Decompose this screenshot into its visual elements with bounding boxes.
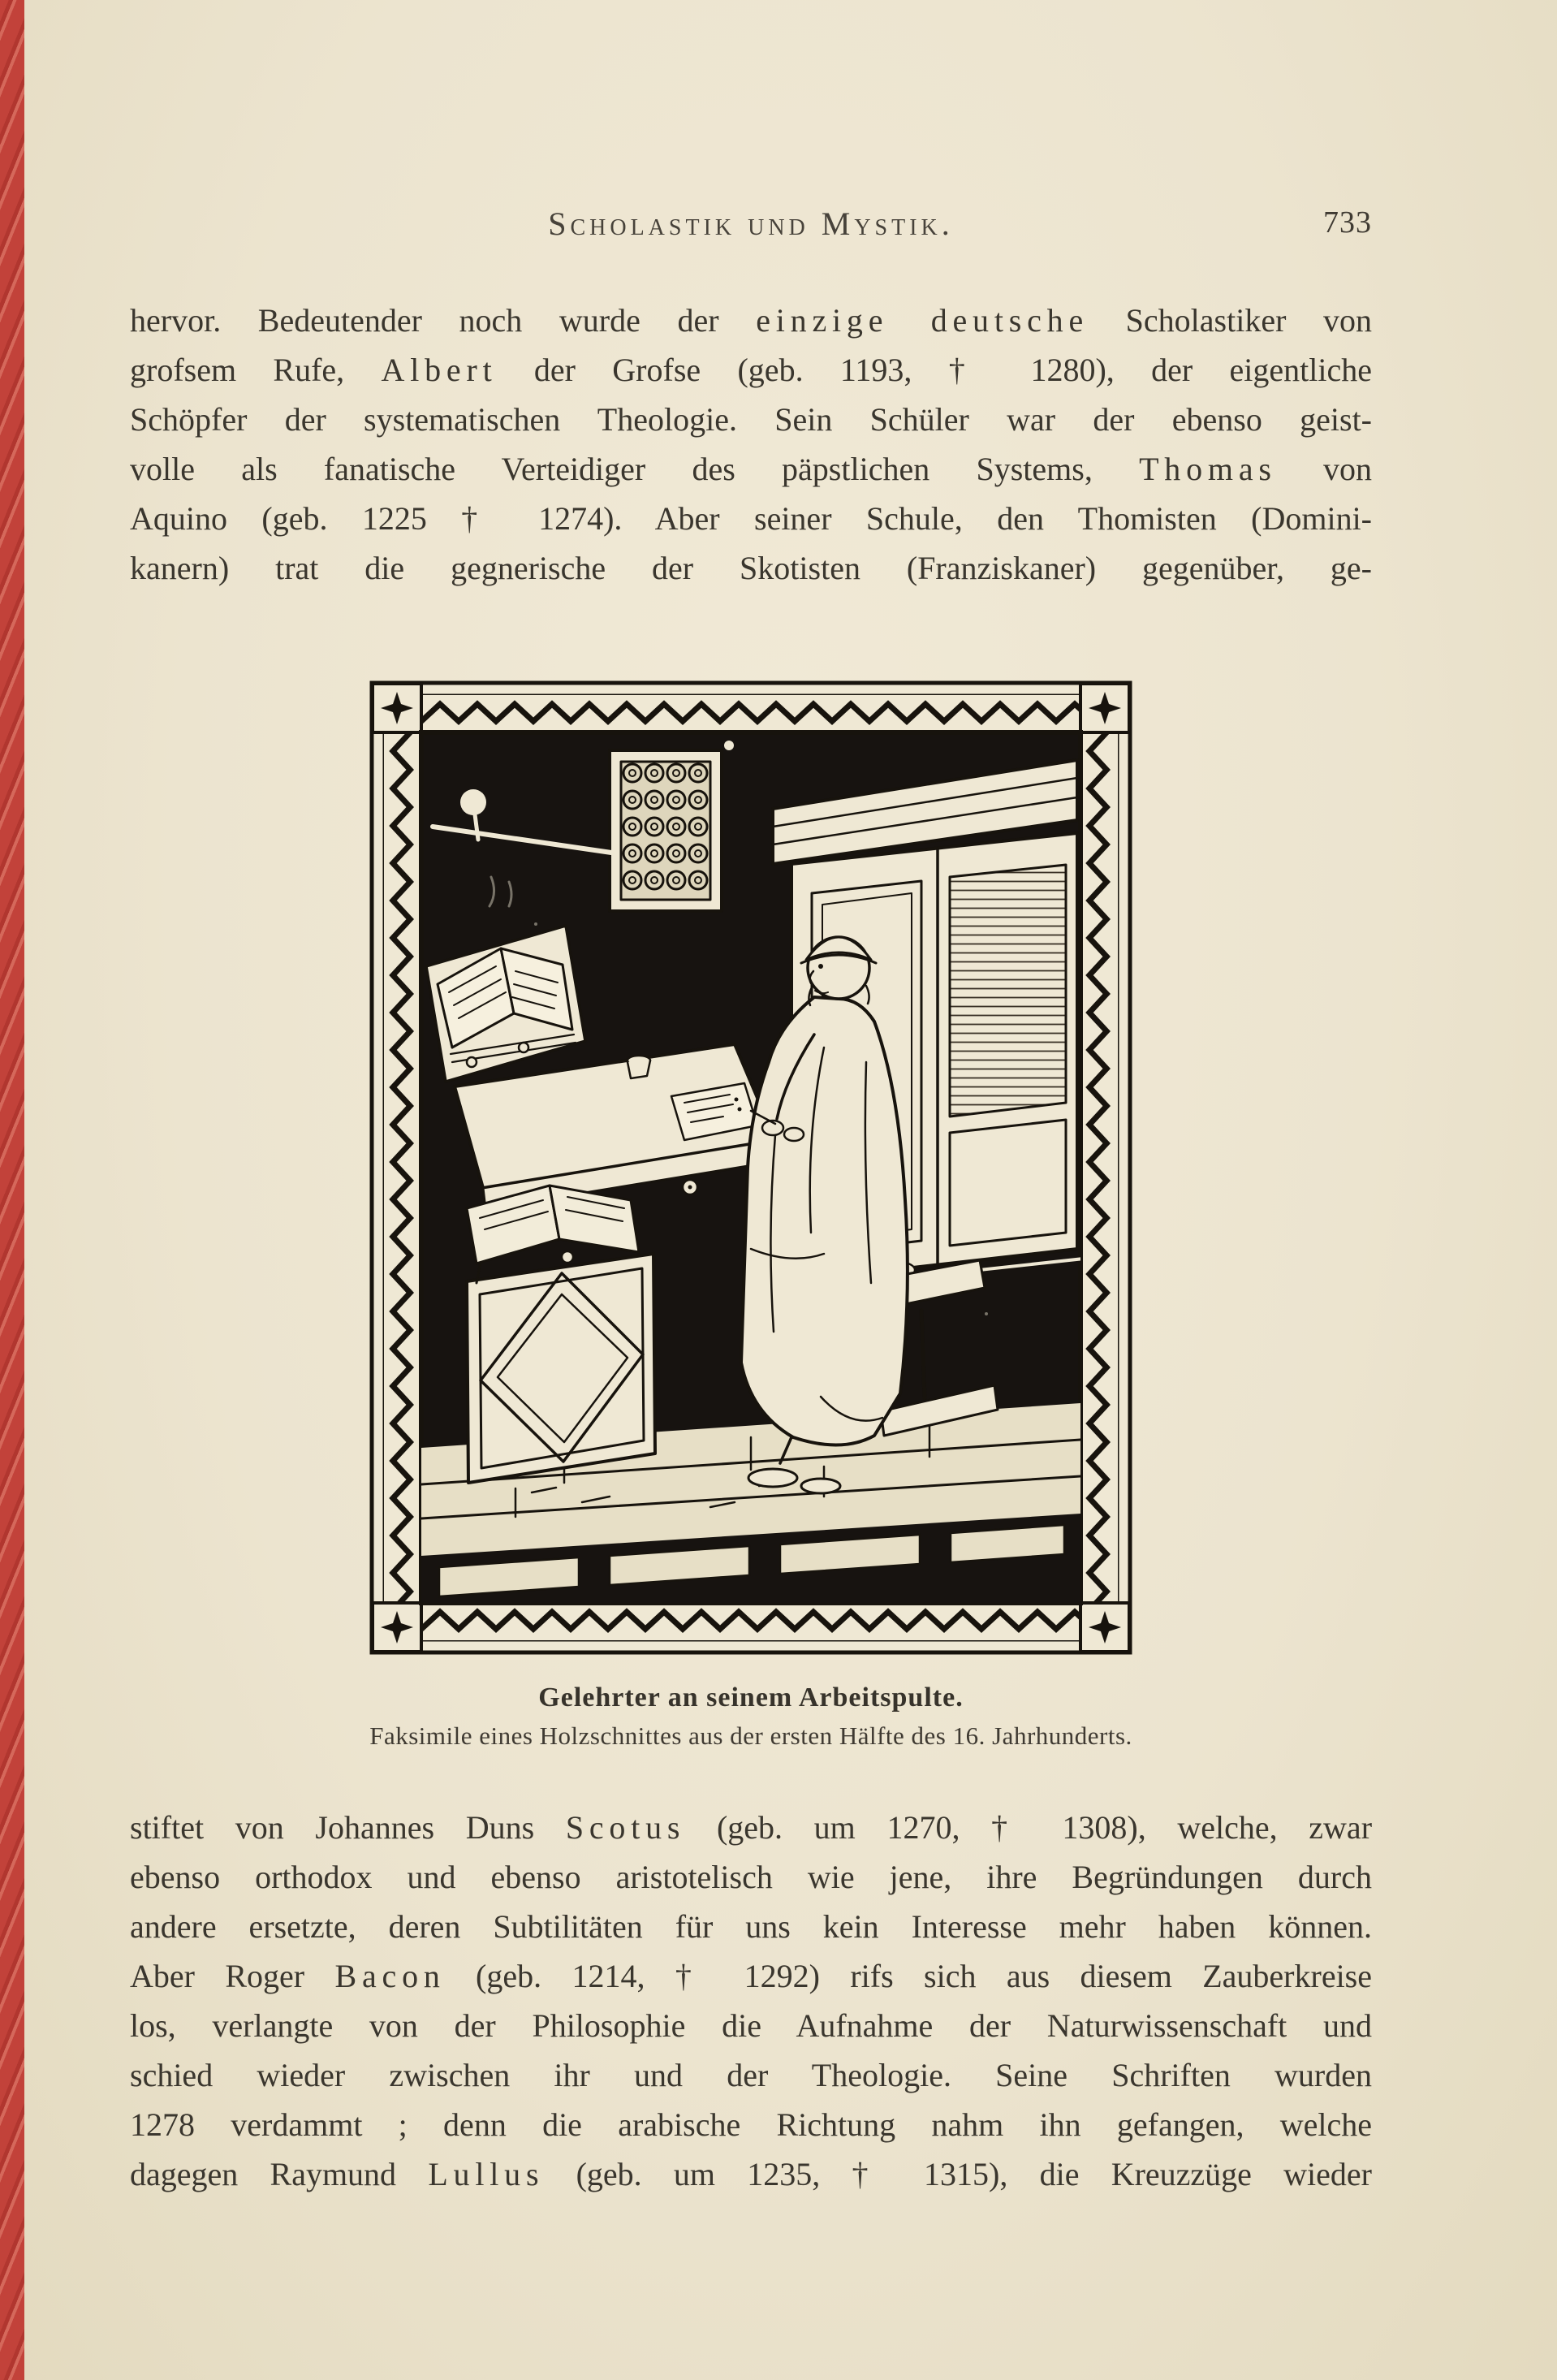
running-header-title: Scholastik und Mystik. [548, 205, 954, 242]
text-line: hervor. Bedeutender noch wurde der einzige deutsche Scholastiker von [130, 302, 1373, 339]
text-line: grofsem Rufe, Albert der Grofse (geb. 1193, † 1280), der eigentliche [130, 352, 1373, 388]
text-line: Aber Roger Bacon (geb. 1214, † 1292) rifs sich aus diesem Zauberkreise [130, 1958, 1372, 1994]
figure-caption-title: Gelehrter an seinem Arbeitspulte. [538, 1682, 964, 1713]
running-header [130, 205, 1372, 247]
text-line: andere ersetzte, deren Subtilitäten für uns kein Interesse mehr haben können. [130, 1908, 1372, 1945]
figure-caption [130, 1682, 1372, 1751]
page-content [130, 0, 1372, 2199]
text-line: schied wieder zwischen ihr und der Theologie. Seine Schriften wurden [130, 2057, 1372, 2093]
text-line: volle als fanatische Verteidiger des päpstlichen Systems, Thomas von [130, 451, 1372, 487]
text-line: dagegen Raymund Lullus (geb. um 1235, † 1315), die Kreuzzüge wieder [130, 2156, 1372, 2192]
text-line: ebenso orthodox und ebenso aristotelisch wie jene, ihre Begründungen durch [130, 1859, 1372, 1895]
woodcut-illustration [369, 680, 1132, 1655]
paragraph-second [130, 1803, 1372, 2199]
text-line: 1278 verdammt ; denn die arabische Richtung nahm ihn gefangen, welche [130, 2106, 1372, 2143]
text-line: los, verlangte von der Philosophie die Aufnahme der Naturwissenschaft und [130, 2007, 1372, 2044]
text-line: stiftet von Johannes Duns Scotus (geb. um 1270, † 1308), welche, zwar [130, 1809, 1373, 1846]
figure-block [130, 680, 1372, 1751]
text-line: Aquino (geb. 1225 † 1274). Aber seiner Schule, den Thomisten (Domini- [130, 500, 1372, 537]
woodcut-window [610, 741, 734, 911]
book-edge-strip [0, 0, 24, 2380]
page-number: 733 [1323, 205, 1372, 240]
text-line: Schöpfer der systematischen Theologie. Sein Schüler war der ebenso geist- [130, 401, 1372, 438]
figure-caption-source: Faksimile eines Holzschnittes aus der ersten Hälfte des 16. Jahrhunderts. [369, 1721, 1132, 1750]
paragraph-first [130, 296, 1372, 593]
text-line: kanern) trat die gegnerische der Skotisten (Franziskaner) gegenüber, ge- [130, 550, 1372, 586]
